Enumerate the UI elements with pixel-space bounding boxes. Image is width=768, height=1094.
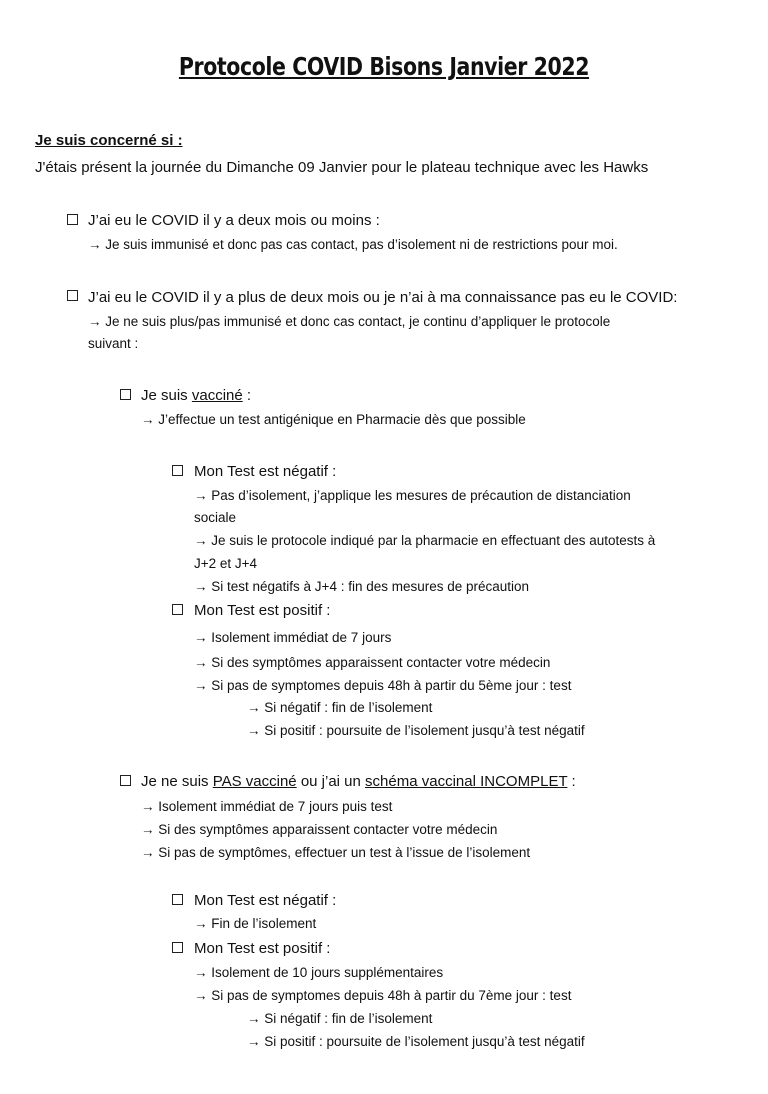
unvaccinated-pos-label: Mon Test est positif : — [194, 940, 331, 957]
unvaccinated-label-post: : — [567, 773, 576, 790]
vaccinated-label-pre: Je suis — [141, 387, 192, 404]
vaccinated-neg-l3: → Je suis le protocole indiqué par la pharmacie en effectuant des autotests à — [194, 533, 656, 548]
checkbox-case1[interactable] — [67, 214, 78, 225]
checkbox-unvaccinated-negative[interactable] — [172, 894, 183, 905]
vaccinated-pos-l5: → Si positif : poursuite de l’isolement jusqu’à test négatif — [247, 723, 585, 738]
case2-label: J’ai eu le COVID il y a plus de deux mois ou je n’ai à ma connaissance pas eu le COVID: — [88, 289, 678, 306]
vaccinated-pos-l4: → Si négatif : fin de l’isolement — [247, 700, 433, 715]
unvaccinated-pos-l1: → Isolement de 10 jours supplémentaires — [194, 965, 444, 980]
vaccinated-pos-l2: → Si des symptômes apparaissent contacter votre médecin — [194, 655, 551, 670]
checkbox-vaccinated-positive[interactable] — [172, 604, 183, 615]
unvaccinated-label — [141, 773, 576, 790]
vaccinated-neg-l2: sociale — [194, 510, 237, 525]
page-title: Protocole COVID Bisons Janvier 2022 — [178, 52, 590, 81]
case1-line1: → Je suis immunisé et donc pas cas contact, pas d’isolement ni de restrictions pour moi. — [88, 237, 618, 252]
unvaccinated-label-underlined-2: schéma vaccinal INCOMPLET — [365, 773, 568, 790]
intro-heading: Je suis concerné si : — [35, 132, 183, 149]
vaccinated-line1: → J’effectue un test antigénique en Pharmacie dès que possible — [141, 412, 526, 427]
unvaccinated-l1: → Isolement immédiat de 7 jours puis test — [141, 799, 393, 814]
intro-text: J'étais présent la journée du Dimanche 09 Janvier pour le plateau technique avec les Hawks — [35, 159, 649, 176]
unvaccinated-pos-l2: → Si pas de symptomes depuis 48h à partir du 7ème jour : test — [194, 988, 572, 1003]
vaccinated-label — [141, 387, 251, 404]
vaccinated-neg-label: Mon Test est négatif : — [194, 463, 337, 480]
unvaccinated-pos-l4: → Si positif : poursuite de l’isolement jusqu’à test négatif — [247, 1034, 585, 1049]
unvaccinated-l3: → Si pas de symptômes, effectuer un test à l’issue de l’isolement — [141, 845, 531, 860]
vaccinated-pos-label: Mon Test est positif : — [194, 602, 331, 619]
unvaccinated-label-underlined-1: PAS vacciné — [212, 773, 297, 790]
unvaccinated-l2: → Si des symptômes apparaissent contacter votre médecin — [141, 822, 498, 837]
case1-label: J’ai eu le COVID il y a deux mois ou moins : — [88, 212, 380, 229]
vaccinated-neg-l5: → Si test négatifs à J+4 : fin des mesures de précaution — [194, 579, 530, 594]
unvaccinated-neg-l1: → Fin de l’isolement — [194, 916, 317, 931]
vaccinated-pos-l1: → Isolement immédiat de 7 jours — [194, 630, 392, 645]
vaccinated-neg-l4: J+2 et J+4 — [194, 556, 258, 571]
vaccinated-label-underlined: vacciné — [191, 387, 243, 404]
checkbox-vaccinated[interactable] — [120, 389, 131, 400]
vaccinated-neg-l1: → Pas d’isolement, j’applique les mesures de précaution de distanciation — [194, 488, 631, 503]
unvaccinated-pos-l3: → Si négatif : fin de l’isolement — [247, 1011, 433, 1026]
checkbox-unvaccinated-positive[interactable] — [172, 942, 183, 953]
case2-line1: → Je ne suis plus/pas immunisé et donc cas contact, je continu d’appliquer le protocole — [88, 314, 611, 329]
unvaccinated-label-mid: ou j’ai un — [296, 773, 366, 790]
checkbox-unvaccinated[interactable] — [120, 775, 131, 786]
unvaccinated-neg-label: Mon Test est négatif : — [194, 892, 337, 909]
checkbox-vaccinated-negative[interactable] — [172, 465, 183, 476]
vaccinated-label-post: : — [242, 387, 252, 404]
unvaccinated-label-pre: Je ne suis — [141, 773, 213, 790]
checkbox-case2[interactable] — [67, 290, 78, 301]
case2-line2: suivant : — [88, 336, 139, 351]
vaccinated-pos-l3: → Si pas de symptomes depuis 48h à partir du 5ème jour : test — [194, 678, 572, 693]
